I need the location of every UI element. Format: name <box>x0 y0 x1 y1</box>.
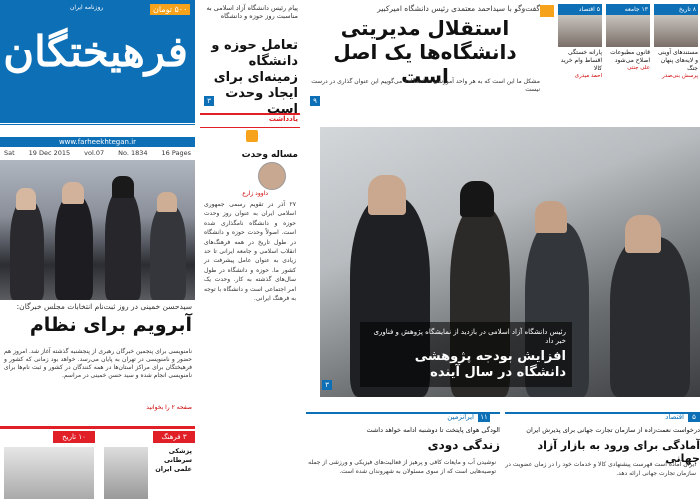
author-avatar <box>258 162 286 190</box>
english-issue-row <box>0 147 195 159</box>
issue-line: شنبه شماره ۱۸۳۴ <box>649 88 694 95</box>
bottom-right-subtitle: درخواست نعمت‌زاده از سازمان تجارت جهانی برای پذیرش ایران <box>526 426 700 434</box>
pen-icon <box>246 130 258 142</box>
page-badge: ۹ <box>310 96 320 106</box>
bottom-center-headline[interactable]: زندگی دودی <box>427 438 500 452</box>
thumb-photo <box>654 15 698 47</box>
author-name: داوود زارع <box>242 190 268 197</box>
thumb-caption: قانون مطبوعات اصلاح می‌شود <box>610 49 650 64</box>
mid-headline[interactable]: تعامل حوزه و دانشگاه زمینه‌ای برای ایجاد وحدت است <box>211 38 298 117</box>
culture-tag[interactable]: ۳ فرهنگ <box>153 431 195 443</box>
teaser-photo <box>4 447 94 499</box>
photo-caption-subtitle: رئیس دانشگاه آزاد اسلامی در بازدید از نمایشگاه پژوهش و فناوری خبر داد <box>373 328 566 345</box>
thumb-teaser[interactable] <box>558 4 602 79</box>
issue-line: ۲۸ آذر ۱۳۹۴ <box>663 96 694 103</box>
left-lead-continue-link[interactable]: صفحه ۲ را بخوانید <box>146 404 192 411</box>
issue-volume: vol.07 <box>84 149 105 157</box>
hero-subtitle: گفت‌وگو با سیداحمد معتمدی رئیس دانشگاه امیرکبیر <box>377 4 540 13</box>
history-tag[interactable]: ۱۰ تاریخ <box>53 431 95 443</box>
newspaper-logo: فرهیختگان <box>3 27 188 76</box>
thumb-photo <box>606 15 650 47</box>
main-photo-caption <box>360 322 572 387</box>
issue-number: No. 1834 <box>118 149 148 157</box>
column-title[interactable]: مساله وحدت <box>241 150 298 160</box>
left-lead-photo <box>0 160 195 300</box>
bottom-center-body: نوشیدن آب و مایعات کافی و پرهیز از فعالیت‌های فیزیکی و ورزشی از جمله توصیه‌هایی است که از سوی مسئولان به شهروندان شده است. <box>308 459 496 475</box>
thumb-caption: مستندهای آوینی و لایه‌های پنهان جنگ <box>658 49 698 72</box>
section-page-number: ۱۱ <box>478 412 490 422</box>
teaser-caption: پزشکی سرطانی علمی ایران <box>155 447 192 473</box>
mid-kicker: پیام رئیس دانشگاه آزاد اسلامی به مناسبت روز حوزه و دانشگاه <box>206 4 298 20</box>
masthead-divider <box>0 124 195 138</box>
teaser-photo <box>104 447 148 499</box>
section-page-number: ۵ <box>688 412 700 422</box>
page-badge: ۳ <box>322 380 332 390</box>
bottom-center-subtitle: الودگی هوای پایتخت تا دوشنبه ادامه خواهد داشت <box>366 426 500 434</box>
website-url[interactable]: www.farheekhtegan.ir <box>0 137 195 147</box>
left-lead-body: نامنویسی برای پنجمین خبرگان رهبری از پنجشنبه گذشته آغاز شد. امروز هم حضور و نامنویسی در تهران به پایان می‌رسد. خواهد بود زمانی که کشور و فرهیختگان برای مراکز استان‌ها در همه کنندگان در کشور و ثبت نام‌ها برای نامنویسی انجام شده و سید حسن خمینی در مراسم. <box>4 348 192 379</box>
price-badge: ۵۰۰ تومان <box>150 4 190 15</box>
thumb-section: ۱۳ جامعه <box>606 4 650 15</box>
issue-line: ۱۹ دسامبر ۲۰۱۵ <box>652 112 694 119</box>
thumb-caption: پارانه خستگی اقساط وام خرید کالا <box>560 49 602 72</box>
section-label[interactable]: اقتصاد <box>665 413 684 421</box>
issue-line: ۷ ربیع‌الاول ۱۴۳۷ <box>652 104 694 111</box>
notes-label: یادداشت <box>268 115 298 123</box>
thumb-photo <box>558 15 602 47</box>
hero-headline[interactable]: استقلال مدیریتی دانشگاه‌ها یک اصل است <box>333 16 517 88</box>
masthead-subtitle: روزنامه ایران <box>70 4 104 11</box>
thumb-author: پرسش بنی‌صدر <box>662 73 698 79</box>
bottom-right-body: ایران آماده است فهرست پیشنهادی کالا و خدمات خود را در زمان عضویت در سازمان تجارت جهانی ارائه دهد. <box>505 461 696 477</box>
thumb-teaser[interactable] <box>654 4 698 79</box>
issue-day: Sat <box>4 149 15 157</box>
left-lead-headline[interactable]: آبرویم برای نظام <box>29 314 192 336</box>
hero-body: مشکل ما این است که به هر واحد آموزشی «دانشگاه» می‌گوییم این عنوان گذاری در درست نیست <box>311 78 540 93</box>
section-label[interactable]: ایرانزمین <box>447 413 474 421</box>
thumb-section: ۵ اقتصاد <box>558 4 602 15</box>
bottom-right-headline[interactable]: آمادگی برای ورود به بازار آزاد جهانی <box>537 439 700 465</box>
issue-date: 19 Dec 2015 <box>28 149 71 157</box>
photo-caption-headline[interactable]: افزایش بودجه پژوهشی دانشگاه در سال آینده <box>414 349 566 380</box>
thumb-author: احمد میدری <box>574 73 602 79</box>
bottom-left-teasers <box>0 426 195 504</box>
graduation-cap-icon <box>540 5 554 17</box>
thumb-author: علی جنتی <box>627 65 650 71</box>
thumb-teaser[interactable] <box>606 4 650 71</box>
issue-pages: 16 Pages <box>161 149 191 157</box>
column-body: ۲۷ آذر در تقویم رسمی جمهوری اسلامی ایران به عنوان روز وحدت حوزه و دانشگاه نامگذاری شده است. اصولاً وحدت حوزه و دانشگاه در طول تاریخ در همه فرهنگ‌های انقلاب اسلامی و جامعه ایرانی تا حد زیادی به عنوان عامل پیشرفت در کشور ما. حوزه و دانشگاه در طول سال‌های گذشته به کار. وحدت یک امر اجتماعی است و دانشگاه با توجه به فرهنگ ایرانی. <box>204 201 296 303</box>
page-badge: ۳ <box>204 96 214 106</box>
thumb-section: ۸ تاریخ <box>654 4 698 15</box>
left-lead-subtitle: سیدحسن خمینی در روز ثبت‌نام انتخابات مجلس خبرگان: <box>16 302 192 311</box>
